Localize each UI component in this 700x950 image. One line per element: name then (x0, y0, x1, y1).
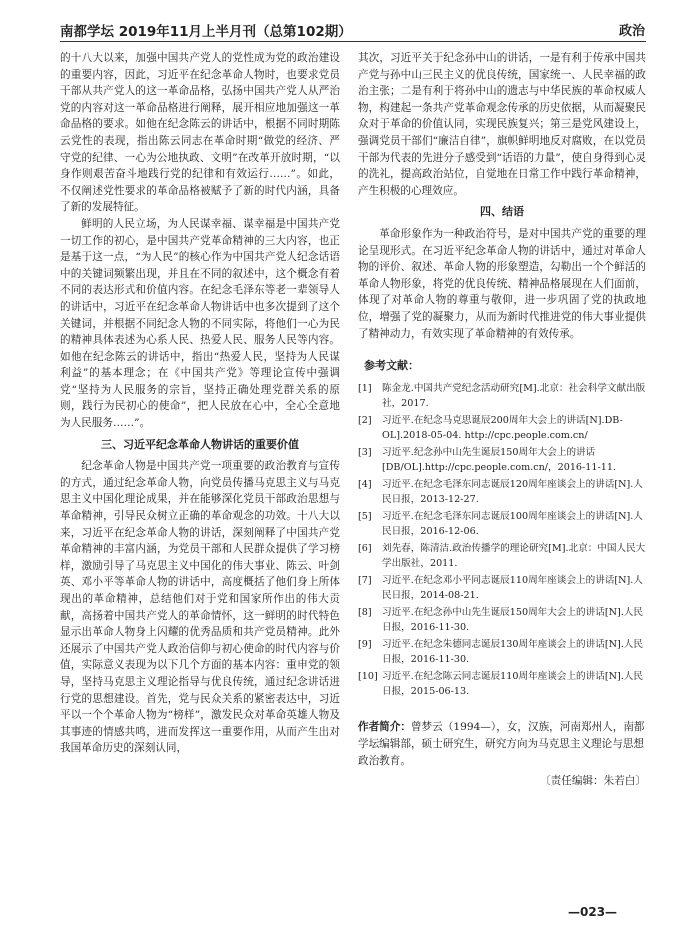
reference-number: [10] (358, 670, 378, 682)
author-bio (358, 719, 646, 770)
reference-number: [8] (358, 606, 372, 618)
page-header (60, 18, 645, 42)
reference-text: 习近平.在纪念毛泽东同志诞辰100周年座谈会上的讲话[N].人民日报，2016-12-06. (382, 510, 643, 537)
reference-text: 陈金龙.中国共产党纪念活动研究[M].北京：社会科学文献出版社，2017. (382, 382, 646, 409)
right-column (358, 50, 646, 789)
responsible-editor: 〔责任编辑：朱若白〕 (540, 774, 646, 787)
page-number: —023— (568, 905, 618, 919)
reference-item (358, 669, 646, 699)
reference-item (358, 541, 646, 571)
reference-number: [9] (358, 638, 372, 650)
paragraph: 其次，习近平关于纪念孙中山的讲话，一是有利于传承中国共产党与孙中山三民主义的优良传统，国家统一、人民幸福的政治主张；二是有利于将孙中山的遗志与中华民族的革命权威人物，构建起一条共产党革命观念传承的历史依据，从而凝聚民众对于革命的价值认同，实现民族复兴；第三是党风建设上，强调党员干部们“廉洁自律”，旗帜鲜明地反对腐败，在以党员干部为代表的先进分子感受到“话语的力量”，使自身得到心灵的洗礼，提高政治站位，自觉地在日常工作中践行革命精神，产生积极的心理效应。 (358, 52, 646, 197)
reference-number: [2] (358, 414, 372, 426)
journal-title: 南都学坛 2019年11月上半月刊（总第102期） (60, 24, 352, 40)
section-heading: 三、习近平纪念革命人物讲话的重要价值 (101, 437, 299, 451)
reference-item (358, 605, 646, 635)
reference-item (358, 573, 646, 603)
paragraph: 纪念革命人物是中国共产党一项重要的政治教育与宣传的方式，通过纪念革命人物，向党员传播马克思主义与马克思主义中国化理论成果，并在能够深化党员干部政治思想与革命精神，引导民众树立正确的革命观念的功效。十八大以来，习近平在纪念革命人物的讲话，深刻阐释了中国共产党革命精神的丰富内涵，为党员干部和人民群众提供了学习榜样，激励引导了马克思主义中国化的伟大事业、陈云、叶剑英、邓小平等革命人物的讲话中，高度概括了他们身上所体现出的革命精神，总结他们对于党和国家所作出的伟大贡献，高扬着中国共产党人的革命情怀，这一鲜明的时代特色显示出革命人物身上闪耀的优秀品质和共产党员精神。此外还展示了中国共产党人政治信仰与初心使命的时代内容与价值，实际意义表现为以下几个方面的基本内容：重申党的领导，坚持马克思主义理论指导与优良传统，通过纪念讲话进行党的思想建设。首先，党与民众关系的紧密表达中，习近平以一个个革命人物为“榜样”，激发民众对革命英雄人物及其事迹的情感共鸣，进而发挥这一重要作用，从而产生出对我国革命历史的深刻认同， (60, 460, 340, 755)
reference-item (358, 637, 646, 667)
section-label: 政治 (618, 24, 645, 39)
reference-item (358, 509, 646, 539)
reference-text: 刘先春，陈清洁.政治传播学的理论研究[M].北京：中国人民大学出版社，2011. (382, 542, 646, 569)
reference-list (358, 381, 646, 699)
reference-number: [6] (358, 542, 372, 554)
reference-item (358, 445, 646, 475)
reference-item (358, 413, 646, 443)
reference-number: [1] (358, 382, 372, 394)
paragraph: 鲜明的人民立场，为人民谋幸福、谋幸福是中国共产党一切工作的初心，是中国共产党革命精神的三大内容，也正是基于这一点，“为人民”的核心作为中国共产党人纪念话语中的关键词频繁出现，并且在不同的叙述中，这个概念有着不同的表达形式和价值内容。在纪念毛泽东等老一辈领导人的讲话中，习近平在纪念革命人物讲话中也多次提到了这个关键词，并根据不同纪念人物的不同实际，将他们一心为民的精神具体表述为心系人民、热爱人民、服务人民等内容。如他在纪念陈云的讲话中，指出“热爱人民，坚持为人民谋利益”的基本理念；在《中国共产党》等理论宣传中强调党“坚持为人民服务的宗旨，坚持正确处理党群关系的原则，践行为民初心的使命”，把人民放在心中，全心全意地为人民服务……”。 (60, 217, 340, 430)
reference-text: 习近平.纪念孙中山先生诞辰150周年大会上的讲话[DB/OL].http://cpc.people.com.cn/，2016-11-11. (382, 446, 616, 473)
reference-number: [7] (358, 574, 372, 586)
reference-text: 习近平.在纪念孙中山先生诞辰150周年大会上的讲话[N].人民日报，2016-11-30. (382, 606, 643, 633)
reference-number: [4] (358, 478, 372, 490)
section-heading: 四、结语 (480, 205, 524, 219)
author-label: 作者简介： (358, 720, 411, 733)
left-column (60, 50, 340, 757)
header-rule (60, 41, 646, 42)
reference-number: [3] (358, 446, 372, 458)
reference-text: 习近平.在纪念邓小平同志诞辰110周年座谈会上的讲话[N].人民日报，2014-08-21. (382, 574, 643, 601)
reference-item (358, 381, 646, 411)
reference-number: [5] (358, 510, 372, 522)
reference-text: 习近平.在纪念陈云同志诞辰110周年座谈会上的讲话[N].人民日报，2015-06-13. (382, 670, 643, 697)
references-heading: 参考文献： (364, 359, 419, 373)
reference-text: 习近平.在纪念马克思诞辰200周年大会上的讲话[N].DB-OL].2018-05-04. http://cpc.people.com.cn/ (382, 414, 623, 441)
reference-text: 习近平.在纪念朱德同志诞辰130周年座谈会上的讲话[N].人民日报，2016-11-30. (382, 638, 643, 665)
author-text: 曾梦云（1994—），女，汉族，河南郑州人，南都学坛编辑部，硕士研究生，研究方向为马克思主义理论与思想政治教育。 (358, 720, 645, 767)
paragraph: 的十八大以来，加强中国共产党人的党性成为党的政治建设的重要内容，因此，习近平在纪念革命人物时，也要求党员干部从共产党人的这一革命品格，弘扬中国共产党人从严治党的内容对这一革命品格进行阐释，展开相应地加强这一革命品格的要求。如他在纪念陈云的讲话中，根据不同时期陈云党性的表现，指出陈云同志在革命时期“做党的经济、严守党的纪律、一心为公地执政、文明”在改革开放时期，“以身作则艰苦奋斗地践行党的纪律和有效运行……”。如此，不仅阐述党性要求的革命品格被赋予了新的时代内涵，具备了新的发展特征。 (60, 52, 340, 214)
reference-text: 习近平.在纪念毛泽东同志诞辰120周年座谈会上的讲话[N].人民日报，2013-12-27. (382, 478, 643, 505)
reference-item (358, 477, 646, 507)
paragraph: 革命形象作为一种政治符号，是对中国共产党的重要的理论呈现形式。在习近平纪念革命人物的讲话中，通过对革命人物的评价、叙述、革命人物的形象塑造，勾勒出一个个鲜活的革命人物形象，将党的优良传统、精神品格展现在人们面前，体现了对革命人物的尊重与敬仰，进一步巩固了党的执政地位，增强了党的凝聚力，从而为新时代推进党的伟大事业提供了精神动力，有效实现了革命精神的有效传承。 (358, 227, 646, 340)
